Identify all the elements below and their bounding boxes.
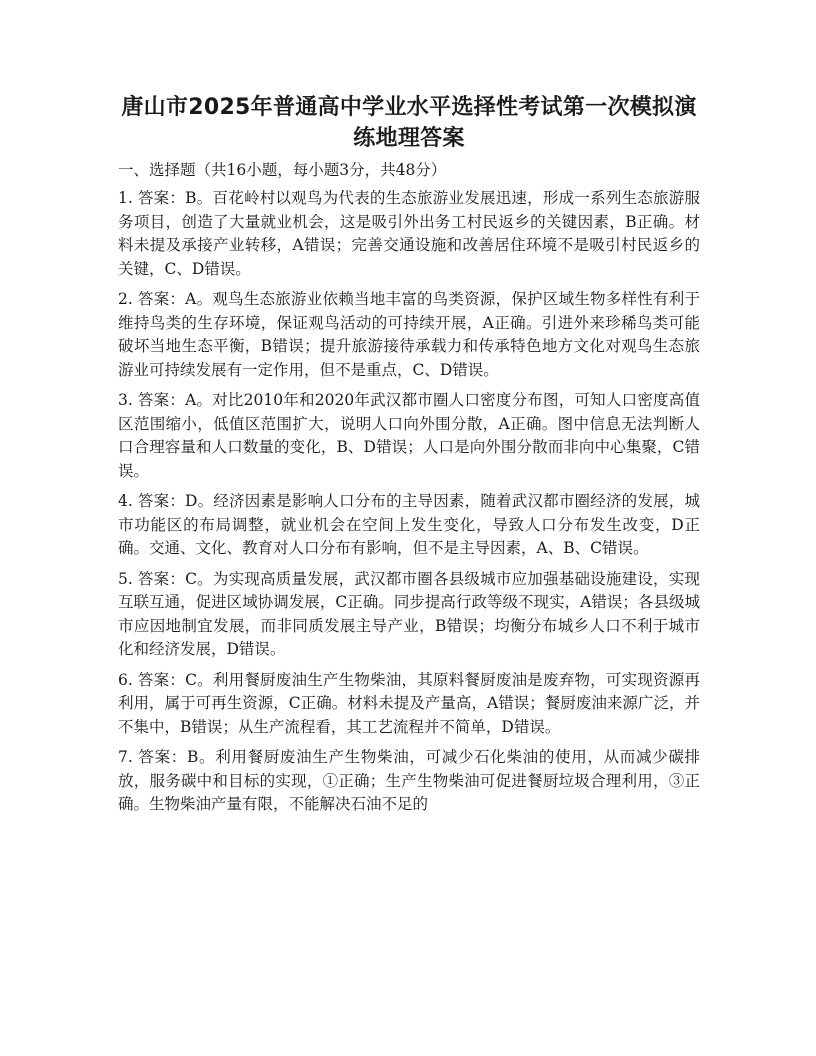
answer-paragraph-5: 5. 答案：C。为实现高质量发展，武汉都市圈各县级城市应加强基础设施建设，实现互联互通，促进区域协调发展，C正确。同步提高行政等级不现实，A错误；各县级城市应因地制宜发展，而非同质发展主导产业，B错误；均衡分布城乡人口不利于城市化和经济发展，D错误。 xyxy=(118,569,700,658)
answer-paragraph-1: 1. 答案：B。百花岭村以观鸟为代表的生态旅游业发展迅速，形成一系列生态旅游服务项目，创造了大量就业机会，这是吸引外出务工村民返乡的关键因素，B正确。材料未提及承接产业转移，A错误；完善交通设施和改善居住环境不是吸引村民返乡的关键，C、D错误。 xyxy=(118,189,700,278)
answer-paragraph-3: 3. 答案：A。对比2010年和2020年武汉都市圈人口密度分布图，可知人口密度高值区范围缩小，低值区范围扩大，说明人口向外围分散，A正确。图中信息无法判断人口合理容量和人口数量的变化，B、D错误；人口是向外围分散而非向中心集聚，C错误。 xyxy=(118,391,700,480)
section-heading: 一、选择题（共16小题，每小题3分，共48分） xyxy=(118,161,447,179)
document-page xyxy=(118,92,700,824)
answer-paragraph-7: 7. 答案：B。利用餐厨废油生产生物柴油，可减少石化柴油的使用，从而减少碳排放，服务碳中和目标的实现，①正确；生产生物柴油可促进餐厨垃圾合理利用，③正确。生物柴油产量有限，不能解决石油不足的 xyxy=(118,748,700,813)
answer-paragraph-4: 4. 答案：D。经济因素是影响人口分布的主导因素，随着武汉都市圈经济的发展，城市功能区的布局调整，就业机会在空间上发生变化，导致人口分布发生改变，D正确。交通、文化、教育对人口分布有影响，但不是主导因素，A、B、C错误。 xyxy=(118,492,700,557)
document-title: 唐山市2025年普通高中学业水平选择性考试第一次模拟演练地理答案 xyxy=(121,95,697,151)
answer-paragraph-6: 6. 答案：C。利用餐厨废油生产生物柴油，其原料餐厨废油是废弃物，可实现资源再利用，属于可再生资源，C正确。材料未提及产量高，A错误；餐厨废油来源广泛，并不集中，B错误；从生产流程看，其工艺流程并不简单，D错误。 xyxy=(118,670,700,736)
answer-paragraph-2: 2. 答案：A。观鸟生态旅游业依赖当地丰富的鸟类资源，保护区域生物多样性有利于维持鸟类的生存环境，保证观鸟活动的可持续开展，A正确。引进外来珍稀鸟类可能破坏当地生态平衡，B错误；提升旅游接待承载力和传承特色地方文化对观鸟生态旅游业可持续发展有一定作用，但不是重点，C、D错误。 xyxy=(118,290,700,379)
